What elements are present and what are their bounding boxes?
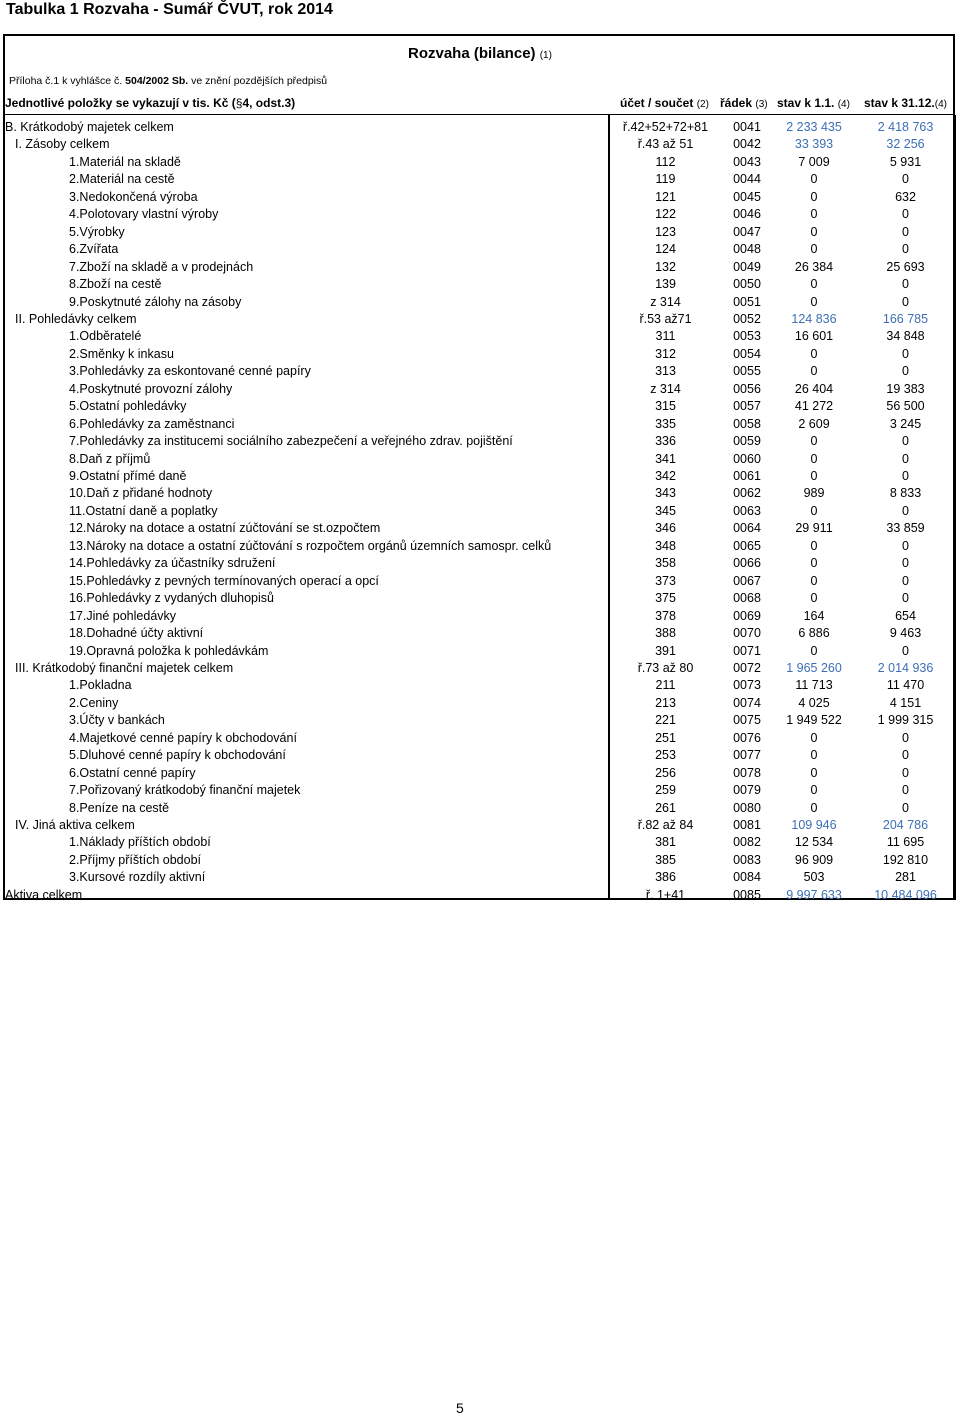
row-number: 0056 <box>733 381 761 396</box>
row-label: 2.Materiál na cestě <box>69 172 175 187</box>
row-number: 0073 <box>733 678 761 693</box>
row-value-start: 0 <box>810 346 818 361</box>
table-row <box>3 398 955 415</box>
row-value-end: 0 <box>902 800 909 815</box>
row-number: 0074 <box>733 695 761 710</box>
table-row <box>3 171 955 188</box>
row-value-end: 0 <box>902 556 909 571</box>
row-value-start: 41 272 <box>794 399 834 414</box>
row-value-start: 0 <box>810 207 818 222</box>
table-row <box>3 625 955 642</box>
row-label: 3.Účty v bankách <box>69 713 165 728</box>
row-number: 0042 <box>733 137 761 152</box>
table-row <box>3 363 955 380</box>
table-row <box>3 608 955 625</box>
attachment-post: ve znění pozdějších předpisů <box>188 75 328 87</box>
table-row <box>3 765 955 782</box>
row-value-start: 0 <box>810 277 818 292</box>
row-label: 8.Daň z příjmů <box>69 451 151 466</box>
row-label: 15.Pohledávky z pevných termínovaných operací a opcí <box>69 573 379 588</box>
row-value-end: 0 <box>902 172 909 187</box>
row-label: 5.Dluhové cenné papíry k obchodování <box>69 748 286 763</box>
row-label: 13.Nároky na dotace a ostatní zúčtování s rozpočtem orgánů územních samospr. celků <box>69 538 552 553</box>
row-account: 313 <box>655 364 676 379</box>
table-row <box>3 503 955 520</box>
row-account: 343 <box>655 486 676 501</box>
row-label: 9.Poskytnuté zálohy na zásoby <box>69 294 242 309</box>
page-number: 5 <box>456 1400 464 1416</box>
table-row <box>3 730 955 747</box>
row-account: 261 <box>655 800 676 815</box>
row-value-end: 0 <box>902 434 909 449</box>
row-value-end: 0 <box>902 224 909 239</box>
row-number: 0072 <box>733 660 761 675</box>
row-number: 0041 <box>733 120 761 134</box>
row-label: 18.Dohadné účty aktivní <box>69 626 204 641</box>
attachment-pre: Příloha č.1 k vyhlášce č. <box>9 75 126 87</box>
row-value-start: 96 909 <box>794 852 834 867</box>
table-row <box>3 346 955 363</box>
row-value-start: 0 <box>810 294 818 309</box>
row-account: 139 <box>655 277 676 292</box>
row-number: 0079 <box>733 783 761 798</box>
row-label: 5.Ostatní pohledávky <box>69 399 187 414</box>
table-row <box>3 538 955 555</box>
row-account: 256 <box>655 765 676 780</box>
row-value-end: 11 470 <box>886 678 925 693</box>
row-value-start: 0 <box>810 469 818 483</box>
row-value-start: 109 946 <box>791 818 837 832</box>
row-value-start: 0 <box>810 748 818 763</box>
row-number: 0054 <box>733 346 761 361</box>
header-start-text: stav k 1.1. <box>777 96 835 110</box>
row-number: 0068 <box>733 591 761 606</box>
table-row <box>3 154 955 171</box>
row-number: 0051 <box>733 294 761 309</box>
row-value-start: 503 <box>803 870 825 885</box>
row-account: 213 <box>655 695 676 710</box>
table-row <box>3 677 955 694</box>
row-account: 112 <box>655 154 676 169</box>
row-account: ř.42+52+72+81 <box>622 120 709 134</box>
row-label: 4.Majetkové cenné papíry k obchodování <box>69 730 297 745</box>
row-value-end: 166 785 <box>882 311 929 326</box>
row-label: 16.Pohledávky z vydaných dluhopisů <box>69 591 274 606</box>
row-value-start: 0 <box>810 591 818 606</box>
row-value-start: 12 534 <box>794 835 834 850</box>
row-value-end: 2 014 936 <box>877 660 934 675</box>
row-value-end: 632 <box>895 189 916 204</box>
table-row <box>3 276 955 293</box>
row-value-start: 33 393 <box>794 137 834 152</box>
row-value-end: 0 <box>902 765 909 780</box>
row-value-start: 7 009 <box>798 154 830 169</box>
row-value-end: 3 245 <box>889 416 922 431</box>
row-number: 0084 <box>733 870 761 885</box>
row-account: 119 <box>655 172 676 187</box>
row-label: 2.Příjmy příštích období <box>69 852 202 867</box>
row-label: B. Krátkodobý majetek celkem <box>5 120 174 134</box>
row-value-end: 0 <box>902 730 909 745</box>
table-row <box>3 485 955 502</box>
row-account: 388 <box>655 626 676 641</box>
table-row <box>3 869 955 886</box>
header-start-note: (4) <box>837 99 850 110</box>
row-value-end: 654 <box>895 608 916 623</box>
row-value-start: 989 <box>803 486 825 501</box>
row-value-start: 0 <box>810 434 818 449</box>
row-label: 1.Pokladna <box>69 678 132 693</box>
row-account: 378 <box>655 608 676 623</box>
main-title-note: (1) <box>539 50 552 61</box>
row-account: z 314 <box>650 294 681 309</box>
row-value-end: 0 <box>902 573 909 588</box>
row-label: 7.Zboží na skladě a v prodejnách <box>69 259 254 274</box>
row-label: 3.Kursové rozdíly aktivní <box>69 870 206 885</box>
row-number: 0070 <box>733 626 761 641</box>
table-row <box>3 660 955 677</box>
row-value-end: 0 <box>902 277 909 292</box>
row-account: 381 <box>655 835 676 850</box>
row-value-start: 6 886 <box>798 626 830 641</box>
row-value-start: 26 384 <box>794 259 834 274</box>
table-row <box>3 328 955 345</box>
row-label: 4.Polotovary vlastní výroby <box>69 207 219 222</box>
row-number: 0078 <box>733 765 761 780</box>
header-row-note: (3) <box>755 99 768 110</box>
row-label: 7.Pohledávky za institucemi sociálního zabezpečení a veřejného zdrav. pojištění <box>69 434 513 449</box>
header-end-text: stav k 31.12. <box>864 96 935 110</box>
header-end <box>864 96 947 110</box>
row-number: 0058 <box>733 416 761 431</box>
row-label: 8.Zboží na cestě <box>69 277 162 292</box>
table-row <box>3 311 955 328</box>
row-account: 345 <box>655 503 676 518</box>
row-label: 2.Směnky k inkasu <box>69 346 174 361</box>
row-value-start: 0 <box>810 765 818 780</box>
row-account: 259 <box>655 783 676 798</box>
row-value-start: 0 <box>810 224 818 239</box>
row-number: 0050 <box>733 277 761 292</box>
row-account: 221 <box>655 713 676 728</box>
row-value-start: 2 233 435 <box>786 120 842 134</box>
row-label: 3.Nedokončená výroba <box>69 189 198 204</box>
row-value-start: 0 <box>810 364 818 379</box>
row-label: III. Krátkodobý finanční majetek celkem <box>15 660 234 675</box>
row-value-end: 9 463 <box>889 626 922 641</box>
table-row <box>3 520 955 537</box>
row-value-end: 5 931 <box>889 154 922 169</box>
table-row <box>3 712 955 729</box>
page-title: Tabulka 1 Rozvaha - Sumář ČVUT, rok 2014 <box>6 1 333 18</box>
row-value-start: 0 <box>810 730 818 745</box>
row-account: 253 <box>655 748 676 763</box>
row-value-end: 0 <box>902 643 909 658</box>
row-account: 375 <box>655 591 676 606</box>
row-number: 0065 <box>733 538 761 553</box>
row-label: 17.Jiné pohledávky <box>69 608 177 623</box>
row-number: 0085 <box>733 887 761 902</box>
row-label: Aktiva celkem <box>5 887 83 902</box>
row-account: ř.43 až 51 <box>637 137 694 152</box>
row-label: 11.Ostatní daně a poplatky <box>69 503 218 518</box>
row-value-end: 192 810 <box>882 852 929 867</box>
row-account: 211 <box>655 678 676 693</box>
row-value-start: 0 <box>810 556 818 571</box>
row-account: 311 <box>655 329 676 344</box>
row-value-start: 1 949 522 <box>786 713 842 728</box>
row-number: 0062 <box>733 486 761 501</box>
row-value-end: 4 151 <box>889 695 922 710</box>
row-account: 315 <box>655 399 676 414</box>
row-number: 0082 <box>733 835 761 850</box>
table-row <box>3 695 955 712</box>
row-number: 0055 <box>733 364 761 379</box>
header-account-note: (2) <box>696 99 709 110</box>
main-title-text: Rozvaha (bilance) <box>408 45 536 62</box>
row-value-end: 281 <box>895 870 916 885</box>
table-row <box>3 573 955 590</box>
table-row <box>3 136 955 153</box>
table-row <box>3 224 955 241</box>
row-number: 0066 <box>733 556 761 571</box>
row-label: 1.Materiál na skladě <box>69 154 181 169</box>
row-label: 5.Výrobky <box>69 224 125 239</box>
row-account: 121 <box>655 189 676 204</box>
row-number: 0057 <box>733 399 761 414</box>
row-value-end: 0 <box>902 591 909 606</box>
row-account: 358 <box>655 556 676 571</box>
row-value-end: 33 859 <box>886 521 925 536</box>
table-row <box>3 294 955 311</box>
header-start <box>777 96 850 110</box>
row-number: 0081 <box>733 818 761 832</box>
row-value-start: 1 965 260 <box>786 660 842 675</box>
row-account: 251 <box>655 730 676 745</box>
row-value-start: 124 836 <box>791 311 837 326</box>
table-row <box>3 852 955 869</box>
table-row <box>3 468 955 485</box>
row-label: 6.Pohledávky za zaměstnanci <box>69 416 235 431</box>
row-number: 0048 <box>733 242 761 257</box>
table-row <box>3 259 955 276</box>
row-value-end: 25 693 <box>886 259 925 274</box>
header-end-note: (4) <box>934 99 947 110</box>
row-account: ř.53 až71 <box>639 311 692 326</box>
row-number: 0044 <box>733 172 761 187</box>
row-value-start: 0 <box>810 451 818 466</box>
row-number: 0064 <box>733 521 761 536</box>
row-value-end: 0 <box>902 346 909 361</box>
table-row <box>3 381 955 398</box>
row-value-start: 26 404 <box>794 381 834 396</box>
row-account: ř.73 až 80 <box>637 660 694 675</box>
row-value-start: 4 025 <box>798 695 830 710</box>
row-label: 9.Ostatní přímé daně <box>69 469 187 483</box>
row-value-start: 164 <box>803 608 825 623</box>
table-row <box>3 416 955 433</box>
row-number: 0045 <box>733 189 761 204</box>
row-account: 348 <box>655 538 676 553</box>
row-label: 6.Zvířata <box>69 242 119 257</box>
row-account: ř. 1+41 <box>645 887 686 902</box>
table-row <box>3 747 955 764</box>
table-row <box>3 241 955 258</box>
row-number: 0069 <box>733 608 761 623</box>
row-account: 124 <box>655 242 676 257</box>
table-row <box>3 206 955 223</box>
row-value-end: 56 500 <box>886 399 925 414</box>
row-account: 132 <box>655 259 676 274</box>
table-row <box>3 555 955 572</box>
table-row <box>3 800 955 817</box>
row-account: 342 <box>655 469 676 483</box>
row-value-end: 19 383 <box>886 381 925 396</box>
row-value-start: 11 713 <box>795 678 833 693</box>
row-number: 0076 <box>733 730 761 745</box>
row-value-start: 0 <box>810 242 818 257</box>
table-row <box>3 433 955 450</box>
row-account: 122 <box>655 207 676 222</box>
row-label: 7.Pořizovaný krátkodobý finanční majetek <box>69 783 301 798</box>
row-number: 0075 <box>733 713 761 728</box>
table-row <box>3 119 955 136</box>
row-account: 336 <box>655 434 676 449</box>
row-number: 0061 <box>733 469 761 483</box>
row-number: 0043 <box>733 154 761 169</box>
row-account: 391 <box>655 643 676 658</box>
header-row <box>720 96 768 110</box>
table-row <box>3 643 955 660</box>
row-account: z 314 <box>650 381 681 396</box>
row-value-end: 8 833 <box>889 486 922 501</box>
header-divider <box>3 114 955 115</box>
row-number: 0083 <box>733 852 761 867</box>
row-label: 1.Odběratelé <box>69 329 142 344</box>
row-account: 312 <box>655 346 676 361</box>
row-value-start: 0 <box>810 800 818 815</box>
row-label: 4.Poskytnuté provozní zálohy <box>69 381 233 396</box>
header-paragraph-sign: § <box>235 96 243 110</box>
row-label: 10.Daň z přidané hodnoty <box>69 486 213 501</box>
row-value-end: 204 786 <box>882 818 929 832</box>
row-number: 0047 <box>733 224 761 239</box>
row-value-end: 0 <box>902 538 909 553</box>
row-label: 1.Náklady příštích období <box>69 835 211 850</box>
table-row <box>3 451 955 468</box>
header-label-part1: Jednotlivé položky se vykazují v tis. Kč ( <box>5 96 236 110</box>
row-account: 335 <box>655 416 676 431</box>
row-label: 2.Ceniny <box>69 695 119 710</box>
attachment-note <box>9 75 327 87</box>
row-value-start: 16 601 <box>794 329 834 344</box>
table-row <box>3 817 955 834</box>
row-value-start: 0 <box>810 172 818 187</box>
row-value-end: 0 <box>902 294 909 309</box>
row-number: 0059 <box>733 434 761 449</box>
row-value-end: 1 999 315 <box>877 713 934 728</box>
row-account: 386 <box>655 870 676 885</box>
row-number: 0052 <box>733 311 761 326</box>
table-row <box>3 834 955 851</box>
row-label: I. Zásoby celkem <box>15 137 110 152</box>
row-label: 19.Opravná položka k pohledávkám <box>69 643 269 658</box>
row-value-end: 34 848 <box>886 329 925 344</box>
table-row <box>3 590 955 607</box>
row-number: 0077 <box>733 748 761 763</box>
row-account: 373 <box>655 573 676 588</box>
row-label: 6.Ostatní cenné papíry <box>69 765 196 780</box>
row-number: 0046 <box>733 207 761 222</box>
header-label <box>5 96 295 110</box>
header-label-part2: 4, odst.3) <box>242 96 296 110</box>
row-value-end: 10 484 096 <box>874 887 937 902</box>
row-label: 12.Nároky na dotace a ostatní zúčtování se st.ozpočtem <box>69 521 381 536</box>
row-account: ř.82 až 84 <box>637 818 694 832</box>
row-value-end: 0 <box>902 503 909 518</box>
row-number: 0053 <box>733 329 761 344</box>
row-label: IV. Jiná aktiva celkem <box>15 818 135 832</box>
row-value-start: 0 <box>810 643 818 658</box>
row-label: 8.Peníze na cestě <box>69 800 170 815</box>
row-value-start: 0 <box>810 503 818 518</box>
row-value-start: 0 <box>810 783 818 798</box>
table-row <box>3 887 955 904</box>
row-number: 0049 <box>733 259 761 274</box>
row-account: 341 <box>655 451 676 466</box>
row-value-end: 32 256 <box>886 137 925 152</box>
balance-sheet-title <box>408 45 552 62</box>
table-row <box>3 189 955 206</box>
row-value-start: 2 609 <box>798 416 830 431</box>
header-account <box>620 96 709 110</box>
row-number: 0080 <box>733 800 761 815</box>
header-row-text: řádek <box>720 96 753 110</box>
row-value-end: 11 695 <box>886 835 925 850</box>
row-number: 0063 <box>733 503 761 518</box>
row-value-end: 0 <box>902 783 909 798</box>
row-account: 123 <box>655 224 676 239</box>
row-value-start: 9 997 633 <box>786 887 842 902</box>
header-account-text: účet / součet <box>620 96 694 110</box>
row-value-end: 0 <box>902 748 909 763</box>
row-value-end: 0 <box>902 451 909 466</box>
row-label: II. Pohledávky celkem <box>15 311 137 326</box>
row-value-start: 0 <box>810 538 818 553</box>
row-value-start: 0 <box>810 189 818 204</box>
row-account: 385 <box>655 852 676 867</box>
row-value-end: 0 <box>902 242 909 257</box>
row-value-end: 0 <box>902 207 909 222</box>
row-number: 0067 <box>733 573 761 588</box>
row-value-end: 0 <box>902 469 909 483</box>
row-label: 14.Pohledávky za účastníky sdružení <box>69 556 276 571</box>
row-number: 0060 <box>733 451 761 466</box>
table-row <box>3 782 955 799</box>
row-value-end: 2 418 763 <box>877 120 934 134</box>
row-value-end: 0 <box>902 364 909 379</box>
row-number: 0071 <box>733 643 761 658</box>
row-account: 346 <box>655 521 676 536</box>
row-label: 3.Pohledávky za eskontované cenné papíry <box>69 364 311 379</box>
row-value-start: 29 911 <box>795 521 833 536</box>
attachment-bold: 504/2002 Sb. <box>125 75 189 87</box>
row-value-start: 0 <box>810 573 818 588</box>
